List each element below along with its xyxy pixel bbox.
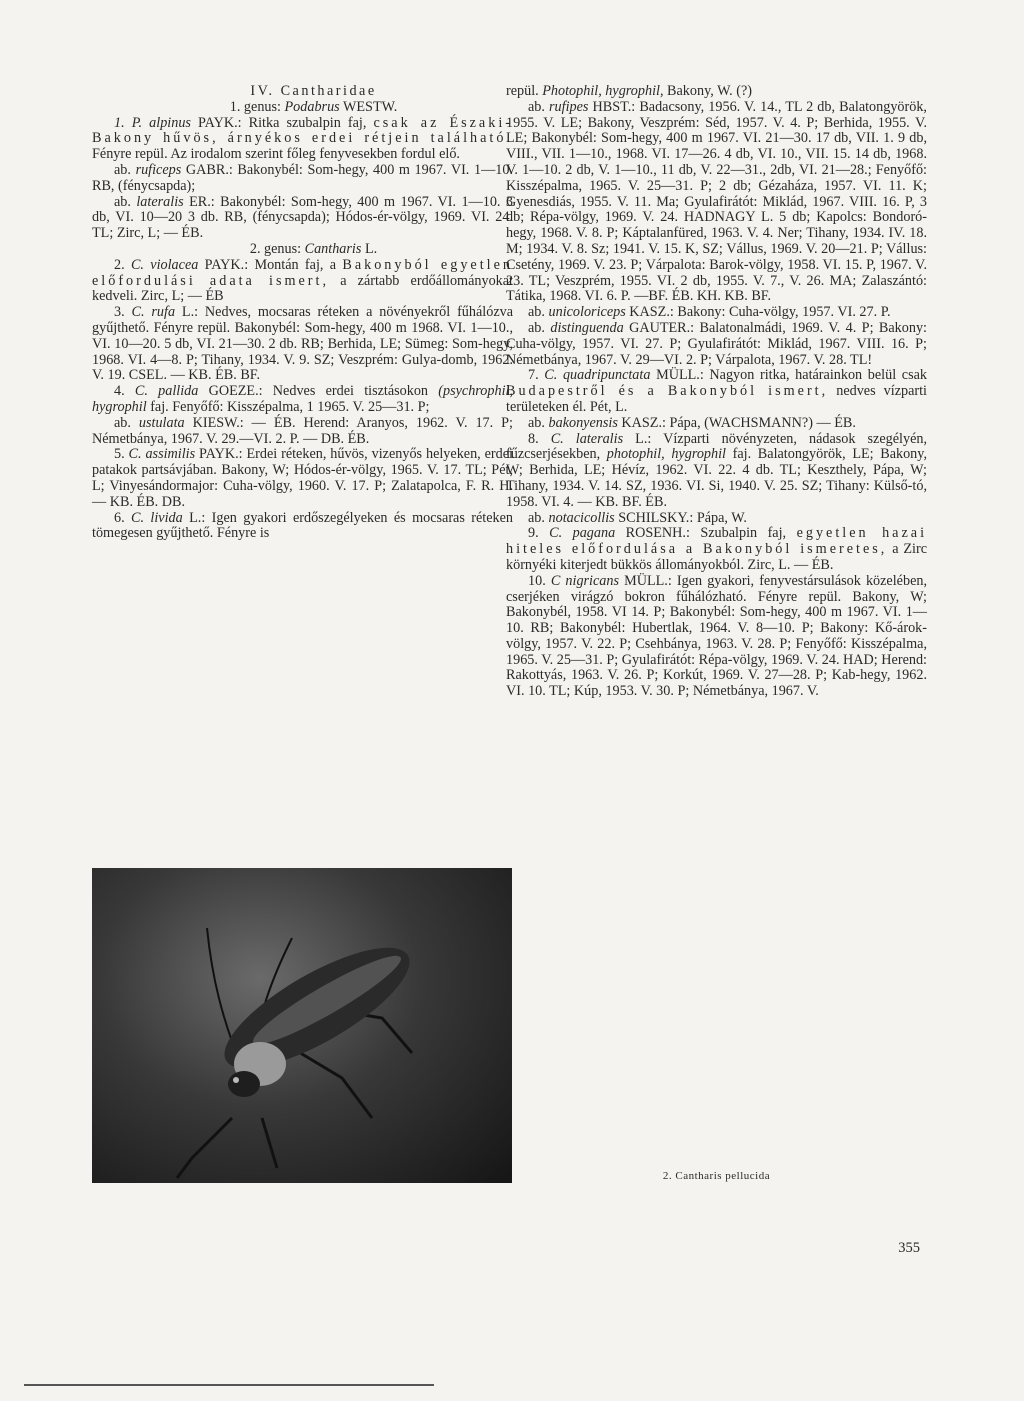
- beetle-photo: [92, 868, 512, 1183]
- bottom-rule: [24, 1384, 434, 1386]
- paragraph: 5. C. assimilis PAYK.: Erdei réteken, hűvös, vizenyős helyeken, erdei patakok partsávjában. Bakony, W; Hódos-ér-völgy, 1965. V. 17. TL; Pét, L; Vinyesándormajor: Cuha-völgy, 1960. V. 17. P; Zalatapolca, F. R. H. — KB. ÉB. DB.: [92, 446, 513, 510]
- paragraph: 7. C. quadripunctata MÜLL.: Nagyon ritka, határainkon belül csak Budapestről és a Bakonyból ismert, nedves vízparti területeken él. Pét, L.: [506, 367, 928, 415]
- paragraph: ab. ustulata KIESW.: — ÉB. Herend: Aranyos, 1962. V. 17. P; Németbánya, 1967. V. 29.—VI. 2. P. — DB. ÉB.: [92, 414, 513, 447]
- page-number: 355: [898, 1240, 920, 1256]
- paragraph: ab. notacicollis SCHILSKY.: Pápa, W.: [528, 509, 747, 526]
- left-column: [92, 84, 513, 542]
- paragraph: ab. ruficeps GABR.: Bakonybél: Som-hegy, 400 m 1967. VI. 1—10. RB, (fénycsapda);: [92, 161, 513, 194]
- section-heading: IV. Cantharidae: [250, 83, 377, 99]
- figure-caption: 2. Cantharis pellucida: [662, 1170, 771, 1182]
- paragraph: ab. rufipes HBST.: Badacsony, 1956. V. 14., TL 2 db, Balatongyörök, 1955. V. LE; Bakony, Veszprém: Séd, 1957. V. 4. P; Berhida, 1955. V. LE; Bakonybél: Som-hegy, 400 m 1967. VI. 21—30. 17 db, VII. 1. 9 db, VIII., VII. 1—10., 1968. VI. 17—26. 4 db, VI. 10., VII. 15. 14 db, 1968. V. 1—10. 2 db, V. 1—10., 11 db, V. 22—31., 2db, VI. 21—28.; Fenyőfő: Kisszépalma, 1965. V. 25—31. P; 2 db; Gézaháza, 1957. VI. 11. K; Gyenesdiás, 1955. V. 11. Ma; Gyulafirátót: Miklád, 1967. VIII. 16. P, 3 db; Répa-völgy, 1969. V. 24. HADNAGY L. 5 db; Kapolcs: Bondoró-hegy, 1968. V. 8. P; Káptalanfüred, 1963. V. 4. Ner; Tihany, 1934. IV. 18. M; 1934. V. 8. Sz; 1941. V. 15. K, SZ; Vállus, 1969. V. 20—21. P; Vállus: Csetény, 1969. V. 23. P; Várpalota: Barok-völgy, 1958. VI. 15. P, 1967. V. 23. TL; Veszprém, 1955. VI. 2 db, 1955. V. 7., V. 26. MA; Zalaszántó: Tátika, 1968. VI. 6. P. —BF. ÉB. KH. KB. BF.: [506, 98, 927, 305]
- paragraph: ab. lateralis ER.: Bakonybél: Som-hegy, 400 m 1967. VI. 1—10. 3 db, VI. 10—20 3 db. RB, (fénycsapda); Hódos-ér-völgy, 1969. VI. 24. TL; Zirc, L; — ÉB.: [92, 193, 513, 242]
- paragraph: ab. distinguenda GAUTER.: Balatonalmádi, 1969. V. 4. P; Bakony: Cuha-völgy, 1957. VI. 27. P; Gyulafirátót: Miklád, 1967. VIII. 16. P; Németbánya, 1967. V. 29—VI. 2. P; Várpalota, 1967. V. 28. TL!: [506, 319, 927, 368]
- section-heading: 2. genus: Cantharis L.: [249, 240, 378, 257]
- paragraph: 4. C. pallida GOEZE.: Nedves erdei tisztásokon (psychrophil, hygrophil faj. Fenyőfő: Kisszépalma, 1 1965. V. 25—31. P;: [92, 383, 514, 415]
- paragraph: 9. C. pagana ROSENH.: Szubalpin faj, egyetlen hazai hiteles előfordulása a Bakonyból ismeretes, a Zirc környéki kiterjedt bükkös állományokból. Zirc, L. — ÉB.: [506, 525, 928, 573]
- section-heading: 1. genus: Podabrus WESTW.: [229, 98, 398, 115]
- paragraph: ab. unicoloriceps KASZ.: Bakony: Cuha-völgy, 1957. VI. 27. P.: [528, 304, 891, 321]
- paragraph: 10. C nigricans MÜLL.: Igen gyakori, fenyvestársulások közelében, cserjéken virágzó bokron fűhálózható. Fényre repül. Bakony, W; Bakonybél, 1958. VI 14. P; Bakonybél: Som-hegy, 400 m 1967. VI. 1—10. RB; Bakonybél: Hubertlak, 1964. V. 8—10. P; Bakony: Kő-árok-völgy, 1957. V. 22. P; Csehbánya, 1963. V. 28. P; Fenyőfő: Kisszépalma, 1965. V. 25—31. P; Gyulafirátót: Répa-völgy, 1969. V. 24. HAD; Herend: Rakottyás, 1963. V. 26. P; Korkút, 1969. V. 27—28. P; Kab-hegy, 1962. VI. 10. TL; Kúp, 1953. V. 30. P; Németbánya, 1967. V.: [506, 572, 928, 700]
- paragraph: 6. C. livida L.: Igen gyakori erdőszegélyeken és mocsaras réteken tömegesen gyűjthető. Fényre is: [92, 509, 513, 542]
- right-column: [506, 84, 927, 700]
- beetle-illustration: [92, 868, 512, 1183]
- paragraph: ab. bakonyensis KASZ.: Pápa, (WACHSMANN?) — ÉB.: [528, 414, 856, 431]
- paragraph: 1. P. alpinus PAYK.: Ritka szubalpin faj, csak az Északi-Bakony hűvös, árnyékos erdei rétjein található. Fényre repül. Az irodalom szerint főleg fenyvesekben fordul elő.: [92, 114, 513, 163]
- paragraph: 3. C. rufa L.: Nedves, mocsaras réteken a növényekről fűhálózva gyűjthető. Fényre repül. Bakonybél: Som-hegy, 400 m 1968. VI. 1—10., VI. 10—20. 5 db, VI. 21—30. 2 db. RB; Berhida, LE; Sümeg: Som-hegy, 1968. VI. 4—8. P; Tihany, 1934. V. 9. SZ; Veszprém: Gulya-domb, 1962. V. 19. CSEL. — KB. ÉB. BF.: [92, 304, 514, 384]
- paragraph: 2. C. violacea PAYK.: Montán faj, a Bakonyból egyetlen előfordulási adata ismert, a zártabb erdőállományokat kedveli. Zirc, L; — ÉB: [92, 256, 513, 305]
- paragraph: repül. Photophil, hygrophil, Bakony, W. (?): [506, 83, 753, 99]
- paragraph: 8. C. lateralis L.: Vízparti növényzeten, nádasok szegélyén, fűzcserjésekben, photophil, hygrophil faj. Balatongyörök, LE; Bakony, W; Berhida, LE; Hévíz, 1962. VI. 22. 4 db. TL; Keszthely, Pápa, W; Tihany, 1934. V. 14. SZ, 1936. VI. Si, 1940. V. 25. SZ; Tihany: Külső-tó, 1958. VI. 4. — KB. BF. ÉB.: [506, 430, 928, 510]
